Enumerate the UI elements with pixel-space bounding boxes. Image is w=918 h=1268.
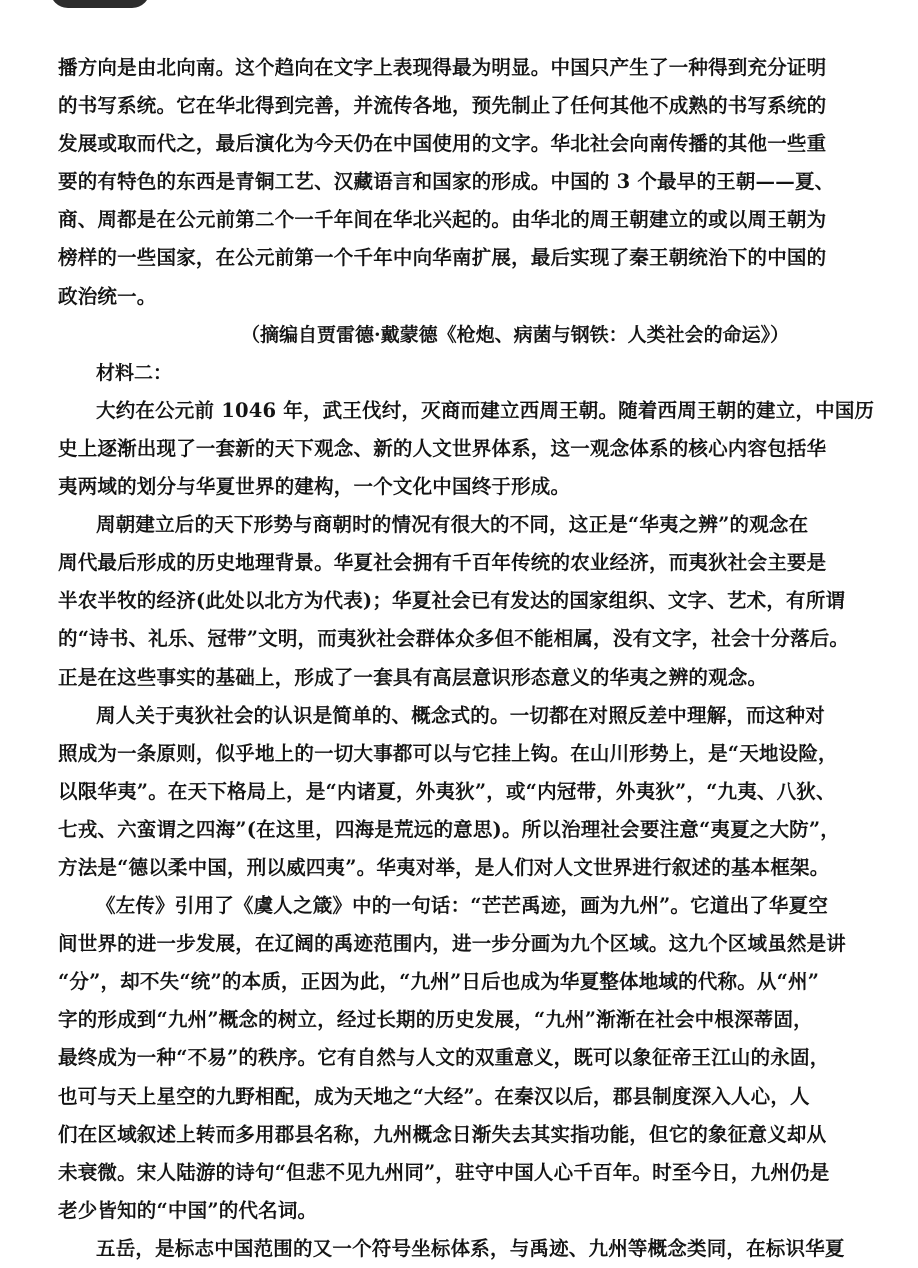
top-edge-shadow: [50, 0, 150, 8]
text-line: 政治统一。: [58, 284, 157, 308]
text-line: 也可与天上星空的九野相配，成为天地之“大经”。在秦汉以后，郡县制度深入人心，人: [58, 1084, 810, 1108]
text-line: 周代最后形成的历史地理背景。华夏社会拥有千百年传统的农业经济，而夷狄社会主要是: [58, 551, 827, 575]
text-line: 正是在这些事实的基础上，形成了一套具有高层意识形态意义的华夷之辨的观念。: [58, 665, 768, 689]
text-line: 播方向是由北向南。这个趋向在文字上表现得最为明显。中国只产生了一种得到充分证明: [58, 56, 827, 79]
paragraph-five-mountains: [58, 1230, 845, 1268]
paragraph-nine-provinces: [58, 887, 847, 1230]
text-line: 五岳，是标志中国范围的又一个符号坐标体系，与禹迹、九州等概念类同，在标识华夏: [96, 1236, 845, 1260]
paragraph-zhou-view-of-yi-di: [58, 697, 841, 887]
text-line: 老少皆知的“中国”的代名词。: [58, 1198, 318, 1222]
text-line: 方法是“德以柔中国，刑以威四夷”。华夷对举，是人们对人文世界进行叙述的基本框架。: [58, 855, 830, 879]
text-line: 们在区域叙述上转而多用郡县名称，九州概念日渐失去其实指功能，但它的象征意义却从: [58, 1122, 827, 1146]
text-line: 以限华夷”。在天下格局上，是“内诸夏，外夷狄”，或“内冠带，外夷狄”，“九夷、八狄、: [58, 779, 836, 803]
text-line: 发展或取而代之，最后演化为今天仍在中国使用的文字。华北社会向南传播的其他一些重: [58, 132, 827, 156]
text-line: 夷两域的划分与华夏世界的建构，一个文化中国终于形成。: [58, 475, 571, 499]
paragraph-western-zhou: [58, 392, 875, 506]
paragraph-hua-yi-distinction: [58, 506, 850, 696]
text-line: “分”，却不失“统”的本质，正因为此，“九州”日后也成为华夏整体地域的代称。从“州”: [58, 970, 820, 994]
text-line: 商、周都是在公元前第二个一千年间在华北兴起的。由华北的周王朝建立的或以周王朝为: [58, 208, 827, 232]
text-line: 七戎、六蛮谓之四海”(在这里，四海是荒远的意思)。所以治理社会要注意“夷夏之大防”，: [58, 817, 841, 841]
text-line: 半农半牧的经济(此处以北方为代表)；华夏社会已有发达的国家组织、文字、艺术，有所谓: [58, 589, 846, 613]
text-line: 周人关于夷狄社会的认识是简单的、概念式的。一切都在对照反差中理解，而这种对: [96, 703, 825, 727]
paragraph-material-one-continued: [58, 49, 833, 316]
text-line: 最终成为一种“不易”的秩序。它有自然与人文的双重意义，既可以象征帝王江山的永固，: [58, 1046, 830, 1070]
text-line: 榜样的一些国家，在公元前第一个千年中向华南扩展，最后实现了秦王朝统治下的中国的: [58, 246, 827, 270]
text-line: 字的形成到“九州”概念的树立，经过长期的历史发展，“九州”渐渐在社会中根深蒂固，: [58, 1008, 813, 1032]
text-line: 《左传》引用了《虞人之箴》中的一句话：“芒芒禹迹，画为九州”。它道出了华夏空: [96, 894, 829, 918]
text-line: 史上逐渐出现了一套新的天下观念、新的人文世界体系，这一观念体系的核心内容包括华: [58, 436, 827, 460]
document-page: [58, 49, 875, 1268]
section-heading-material-two: 材料二：: [96, 361, 173, 384]
text-line: 的“诗书、礼乐、冠带”文明，而夷狄社会群体众多但不能相属，没有文字，社会十分落后。: [58, 627, 850, 651]
text-line: 的书写系统。它在华北得到完善，并流传各地，预先制止了任何其他不成熟的书写系统的: [58, 94, 827, 118]
text-line: 间世界的进一步发展，在辽阔的禹迹范围内，进一步分画为九个区域。这九个区域虽然是讲: [58, 932, 847, 956]
text-line: 照成为一条原则，似乎地上的一切大事都可以与它挂上钩。在山川形势上，是“天地设险，: [58, 741, 838, 765]
text-line: 要的有特色的东西是青铜工艺、汉藏语言和国家的形成。中国的 3 个最早的王朝——夏、: [58, 170, 835, 194]
source-citation: （摘编自贾雷德·戴蒙德《枪炮、病菌与钢铁：人类社会的命运》）: [241, 323, 790, 346]
text-line: 大约在公元前 1046 年，武王伐纣，灭商而建立西周王朝。随着西周王朝的建立，中国历: [96, 398, 875, 422]
text-line: 周朝建立后的天下形势与商朝时的情况有很大的不同，这正是“华夷之辨”的观念在: [96, 513, 809, 537]
text-line: 未衰微。宋人陆游的诗句“但悲不见九州同”，驻守中国人心千百年。时至今日，九州仍是: [58, 1160, 830, 1184]
